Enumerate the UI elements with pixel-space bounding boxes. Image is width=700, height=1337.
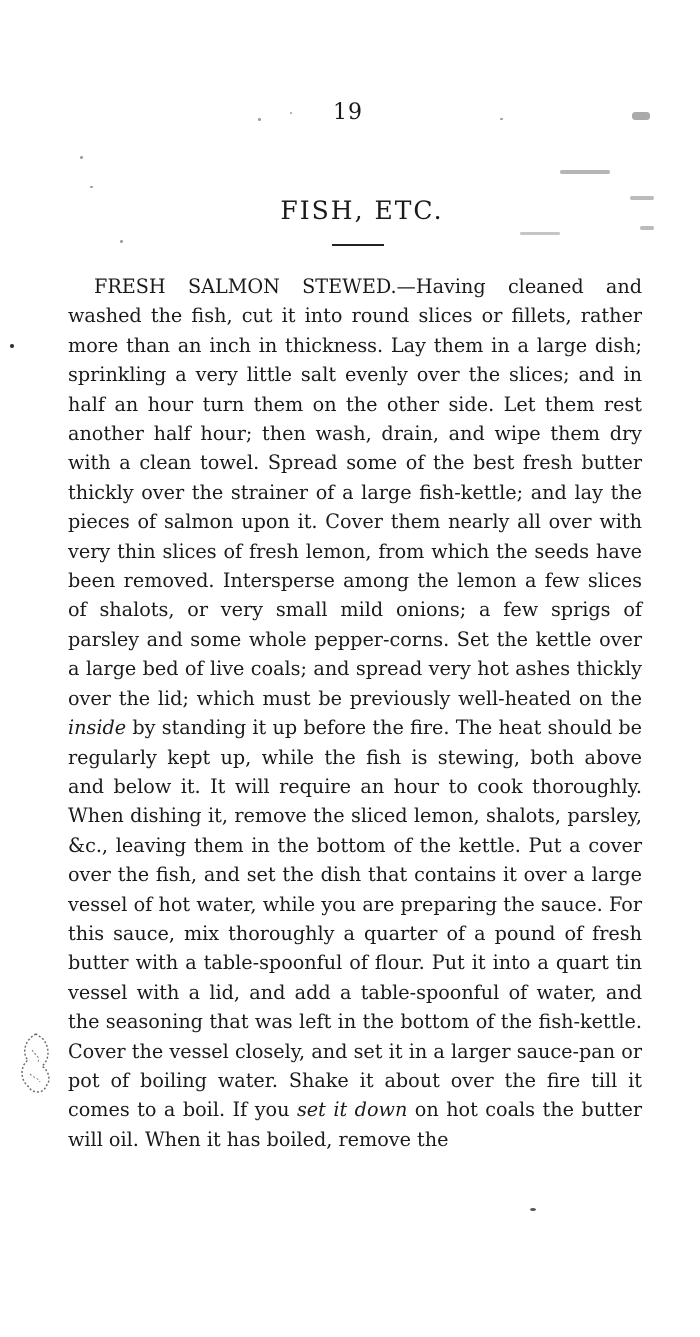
- print-speck: [530, 1208, 536, 1211]
- recipe-heading: FRESH SALMON STEWED.: [94, 275, 397, 298]
- print-speck: [630, 196, 654, 200]
- print-speck: [500, 118, 503, 120]
- ink-blot: [18, 1030, 54, 1098]
- page-number: 19: [333, 100, 363, 125]
- print-speck: [560, 170, 610, 174]
- print-speck: [120, 240, 123, 243]
- print-speck: [520, 232, 560, 235]
- print-speck: [10, 344, 14, 348]
- print-speck: [90, 186, 93, 188]
- recipe-paragraph: [68, 272, 642, 1154]
- recipe-text-italic: set it down: [296, 1098, 408, 1122]
- print-speck: [258, 118, 261, 121]
- print-speck: [80, 156, 83, 159]
- print-speck: [632, 112, 650, 120]
- recipe-text-italic: inside: [68, 716, 127, 740]
- page-title: FISH, ETC.: [280, 196, 444, 225]
- title-rule: [332, 244, 384, 246]
- print-speck: [290, 112, 292, 114]
- recipe-text: —Having cleaned and washed the fish, cut it into round slices or fillets, rather more than an inch in thickness. Lay them in a large dish; sprinkling a very little salt evenly over the slices; and in half an hour turn them on the other side. Let them rest another half hour; then wash, drain, and wipe them dry with a clean towel. Spread some of the best fresh butter thickly over the strainer of a large fish-kettle; and lay the pieces of salmon upon it. Cover them nearly all over with very thin slices of fresh lemon, from which the seeds have been removed. Intersperse among the lemon a few slices of shalots, or very small mild onions; a few sprigs of parsley and some whole pepper-corns. Set the kettle over a large bed of live coals; and spread very hot ashes thickly over the lid; which must be previously well-heated on the: [68, 275, 642, 710]
- recipe-text: on hot coals the butter will oil. When it has boiled, remove the: [68, 1098, 642, 1151]
- print-speck: [640, 226, 654, 230]
- recipe-text: by standing it up before the fire. The heat should be regularly kept up, while the fish is stewing, both above and below it. It will require an hour to cook thoroughly. When dishing it, remove the sliced lemon, shalots, parsley, &c., leaving them in the bottom of the kettle. Put a cover over the fish, and set the dish that contains it over a large vessel of hot water, while you are preparing the sauce. For this sauce, mix thoroughly a quarter of a pound of fresh butter with a table-spoonful of flour. Put it into a quart tin vessel with a lid, and add a table-spoonful of water, and the seasoning that was left in the bottom of the fish-kettle. Cover the vessel closely, and set it in a larger sauce-pan or pot of boiling water. Shake it about over the fire till it comes to a boil. If you: [68, 716, 642, 1122]
